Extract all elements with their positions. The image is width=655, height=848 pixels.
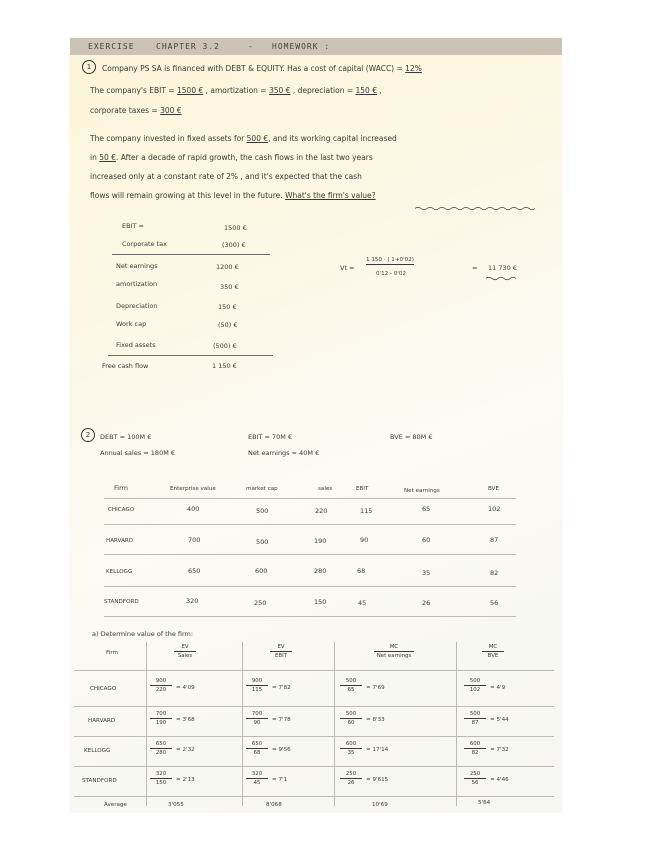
- vt-numerator: 1 150 · ( 1+0'02): [366, 257, 414, 263]
- average-mc-net: 10'69: [372, 802, 388, 808]
- ratio-value: 7'78: [278, 717, 291, 723]
- col-mc-net-den: Net earnings: [376, 653, 412, 659]
- p1-line2a: The company's EBIT =: [90, 86, 175, 95]
- row-firm-chicago: CHICAGO: [108, 507, 135, 513]
- vt-squiggle: [486, 276, 520, 281]
- p1-para4: [90, 191, 376, 200]
- col-ev-ebit: [270, 644, 292, 659]
- calc-label-fixed: Fixed assets: [116, 341, 156, 349]
- average-ev-ebit: 8'068: [266, 802, 282, 808]
- calc-value-fcf: 1 150 €: [212, 362, 237, 370]
- average-mc-bve: 5'64: [478, 800, 491, 806]
- homework-sheet: EXERCISE CHAPTER 3.2 - HOMEWORK : 1 Company PS SA is financed with DEBT & EQUITY. Has a cost of capital (WACC) = 12% The company's EBIT = 1500 € , amortization = 350 € , depreciation = 150 € , corporate taxes = 300 € The company invested in fixed assets for 500 €, and its working capital increased in 50 €. After a decade of rapid growth, the cash flows in the last two years increased only at a constant rate of 2% , and it's expected that the cash flows will remain growing at this level in the future. What's the firm's value? EBIT = 1500 € Corporate tax (300) € Net earnings 1200 € amortization 350 € Depreciation 150 € Work cap (50) € Fixed assets (500) € Free cash flow 1 150 € Vt = 1 150 · ( 1+0'02) 0'12 - 0'02 = 11 730 € 2 DEBT = 100M € Annual sales = 180M € EBIT = 70M € Net earnings = 40M € BVE = 80M € Firm Enterprise value market cap sales EBIT Net earnings BVE CHICAGO 400 500 220 115 65 102 HARVARD 700 500 190 90 60 87 KELLOGG 650 600 280 68 35 82 STANDFORD 320 250 150 45 26 56 a) Determine value of the firm: Firm EV Sales EV EBIT MC Net earnings MC BVE CHICAGO $\frac{900}{220}$ = 4'09 $\frac{900}{115}$ = 7'82 $\frac{500}{65}$ = 7'69 $\frac{500}{102}$ = 4'9 HARVARD $\frac{700}{190}$ = 3'68 $\frac{700}{90}$ = 7'78 $\frac{500}{60}$ = 8'33 $\frac{500}{87}$ = 5'44 KELLOGG $\frac{650}{280}$ = 2'32 $\frac{650}{68}$ = 9'56 $\frac{600}{35}$ = 17'14 $\frac{600}{82}$ = 7'32 STANDFORD $\frac{320}{150}$ = 2'13 $\frac{320}{45}$ = 7'1 $\frac{250}{26}$ = 9'615 $\frac{250}{56}$ = 4'46 Average 3'055 8'068 10'69 5'64: [70, 38, 562, 812]
- calc-label-amort: amortization: [116, 280, 158, 288]
- ratio-fraction: $\frac{500}{65}$: [340, 678, 362, 693]
- ratio-value: 5'44: [496, 717, 509, 723]
- cell: 400: [187, 505, 200, 513]
- ratio-fraction: $\frac{600}{82}$: [464, 741, 486, 756]
- ratio-value: 7'1: [278, 777, 288, 783]
- cell: 35: [422, 569, 431, 577]
- grid-h: [74, 736, 554, 737]
- table-rule: [104, 616, 516, 617]
- ratio-fraction: $\frac{250}{26}$: [340, 771, 362, 786]
- p1-taxes: 300 €: [160, 106, 182, 115]
- ratio-fraction: $\frac{250}{56}$: [464, 771, 486, 786]
- ratio-value: 4'46: [496, 777, 509, 783]
- calc-rule-2: [108, 355, 273, 356]
- col-header-sales: sales: [318, 486, 333, 492]
- cell: 500: [256, 507, 269, 515]
- col-mc-net-num: MC: [374, 644, 414, 652]
- col-header-bve: BVE: [488, 486, 500, 492]
- grid-v: [242, 642, 243, 806]
- p1-wc-amount: 50 €: [99, 153, 116, 162]
- col-header-mcap: market cap: [246, 486, 278, 492]
- vt-label: Vt =: [340, 264, 355, 272]
- col-ev-ebit-den: EBIT: [275, 653, 287, 659]
- ratio-value: 9'56: [278, 747, 291, 753]
- header-homework: HOMEWORK :: [272, 42, 331, 51]
- p1-fixed-amount: 500 €: [246, 134, 269, 143]
- cell: 82: [490, 569, 499, 577]
- part-a-heading: a) Determine value of the firm:: [92, 630, 194, 638]
- ratio-value: 4'9: [496, 685, 506, 691]
- row-firm-kellogg: KELLOGG: [106, 569, 133, 575]
- col-mc-net: [374, 644, 414, 659]
- calc-label-wc: Work cap: [116, 320, 147, 328]
- calc-value-amort: 350 €: [220, 283, 239, 291]
- cell: 650: [188, 567, 201, 575]
- ratio-value: 7'82: [278, 685, 291, 691]
- ratio-value: 8'33: [372, 717, 385, 723]
- p1-para1-text: The company invested in fixed assets for: [90, 134, 245, 143]
- ratio-fraction: $\frac{700}{190}$: [150, 711, 172, 726]
- p2-bve: BVE = 80M €: [390, 433, 433, 441]
- p2-debt: DEBT = 100M €: [100, 433, 152, 441]
- ratio-row-harvard: HARVARD: [88, 718, 116, 724]
- p1-ebit: 1500 €: [177, 86, 204, 95]
- cell: 115: [360, 507, 373, 515]
- ratio-fraction: $\frac{320}{45}$: [246, 771, 268, 786]
- cell: 45: [358, 599, 367, 607]
- average-ev-sales: 3'055: [168, 802, 184, 808]
- ratio-fraction: $\frac{500}{60}$: [340, 711, 362, 726]
- cell: 65: [422, 505, 431, 513]
- vt-result: 11 730 €: [488, 264, 517, 272]
- p2-sales: Annual sales = 180M €: [100, 449, 176, 457]
- col-ev-ebit-num: EV: [270, 644, 292, 652]
- ratio-value: 9'615: [372, 777, 389, 783]
- table-rule: [104, 554, 516, 555]
- calc-value-ebit: 1500 €: [224, 224, 247, 232]
- cell: 700: [188, 536, 201, 544]
- cell: 500: [256, 538, 269, 546]
- p1-line1-text: Company PS SA is financed with DEBT & EQUITY. Has a cost of capital (WACC) =: [102, 64, 403, 73]
- ratio-fraction: $\frac{500}{87}$: [464, 711, 486, 726]
- calc-label-depr: Depreciation: [116, 302, 158, 310]
- col-header-firm: Firm: [114, 484, 128, 492]
- grid-h: [74, 766, 554, 767]
- p1-depr: 150 €: [355, 86, 377, 95]
- table-rule: [104, 586, 516, 587]
- p1-para2: [90, 153, 373, 162]
- p1-line2d: ,: [379, 86, 382, 95]
- ratio-value: 2'13: [182, 777, 195, 783]
- cell: 68: [357, 567, 366, 575]
- table-rule-header: [104, 498, 516, 499]
- ratio-fraction: $\frac{600}{35}$: [340, 741, 362, 756]
- col-ev-sales-num: EV: [174, 644, 196, 652]
- ratio-value: 3'68: [182, 717, 195, 723]
- p1-para1b: , and its working capital increased: [268, 134, 397, 143]
- ratio-value: 2'32: [182, 747, 195, 753]
- vt-equals: =: [472, 264, 478, 272]
- ratio-fraction: $\frac{900}{115}$: [246, 678, 268, 693]
- average-label: Average: [104, 802, 127, 808]
- p1-para2a: in: [90, 153, 97, 162]
- calc-label-net: Net earnings: [116, 262, 158, 270]
- ratio-value: 7'32: [496, 747, 509, 753]
- cell: 320: [186, 597, 199, 605]
- calc-value-depr: 150 €: [218, 303, 237, 311]
- calc-label-tax: Corporate tax: [122, 240, 167, 248]
- cell: 102: [488, 505, 501, 513]
- calc-rule-1: [112, 254, 270, 255]
- ratio-value: 17'14: [372, 747, 389, 753]
- ratio-fraction: $\frac{900}{220}$: [150, 678, 172, 693]
- p1-line3a: corporate taxes =: [90, 106, 158, 115]
- row-firm-standford: STANDFORD: [104, 599, 139, 605]
- p1-line3: [90, 106, 182, 115]
- ratio-fraction: $\frac{650}{68}$: [246, 741, 268, 756]
- p1-line2: [90, 86, 382, 95]
- p1-question: What's the firm's value?: [285, 191, 376, 200]
- calc-label-ebit: EBIT =: [122, 222, 144, 230]
- p1-line1: [102, 64, 422, 73]
- col-mc-bve-den: BVE: [487, 653, 499, 659]
- p2-net: Net earnings = 40M €: [248, 449, 320, 457]
- col-header-net: Net earnings: [404, 488, 440, 494]
- header-dash: -: [248, 42, 254, 51]
- ratio-fraction: $\frac{650}{280}$: [150, 741, 172, 756]
- table-rule: [104, 524, 516, 525]
- p2-ebit: EBIT = 70M €: [248, 433, 293, 441]
- calc-value-wc: (50) €: [218, 321, 238, 329]
- problem2-number: 2: [81, 428, 95, 442]
- col-header-ebit: EBIT: [356, 486, 369, 492]
- p1-wacc: 12%: [405, 64, 422, 73]
- p1-line2c: , depreciation =: [292, 86, 354, 95]
- cell: 60: [422, 536, 431, 544]
- cell: 190: [314, 537, 327, 545]
- ratio-value: 4'09: [182, 685, 195, 691]
- ratio-fraction: $\frac{500}{102}$: [464, 678, 486, 693]
- ratio-value: 7'69: [372, 685, 385, 691]
- row-firm-harvard: HARVARD: [106, 538, 134, 544]
- p1-para2b: . After a decade of rapid growth, the cash flows in the last two years: [115, 153, 373, 162]
- cell: 600: [255, 567, 268, 575]
- col-header-ev: Enterprise value: [170, 486, 216, 492]
- p1-amort: 350 €: [268, 86, 291, 95]
- question-squiggle: [415, 206, 540, 211]
- ratio-fraction: $\frac{700}{90}$: [246, 711, 268, 726]
- p1-para4a: flows will remain growing at this level in the future.: [90, 191, 283, 200]
- p1-para3: increased only at a constant rate of 2% , and it's expected that the cash: [90, 172, 362, 181]
- calc-label-fcf: Free cash flow: [102, 362, 149, 370]
- cell: 220: [315, 507, 328, 515]
- col-mc-bve-num: MC: [482, 644, 504, 652]
- grid-h: [74, 670, 554, 671]
- cell: 280: [314, 567, 327, 575]
- grid-v: [334, 642, 335, 806]
- cell: 26: [422, 599, 431, 607]
- header-exercise: EXERCISE: [88, 42, 135, 51]
- col-ev-sales: [174, 644, 196, 659]
- grid-v: [456, 642, 457, 806]
- grid-h: [74, 796, 554, 797]
- col-mc-bve: [482, 644, 504, 659]
- p1-line2b: , amortization =: [205, 86, 267, 95]
- vt-denominator: 0'12 - 0'02: [376, 271, 407, 277]
- grid-v: [146, 642, 147, 806]
- ratio-fraction: $\frac{320}{150}$: [150, 771, 172, 786]
- cell: 250: [254, 599, 267, 607]
- ratio-firm-header: Firm: [106, 650, 119, 656]
- problem1-number: 1: [82, 60, 96, 74]
- header-chapter: CHAPTER 3.2: [156, 42, 220, 51]
- ratio-row-standford: STANDFORD: [82, 778, 117, 784]
- header-band: [70, 38, 562, 55]
- cell: 150: [314, 598, 327, 606]
- calc-value-net: 1200 €: [216, 263, 239, 271]
- calc-value-fixed: (500) €: [213, 342, 237, 350]
- grid-h: [74, 706, 554, 707]
- ratio-row-chicago: CHICAGO: [90, 686, 117, 692]
- p1-para1: [90, 134, 397, 143]
- col-ev-sales-den: Sales: [177, 653, 193, 659]
- cell: 87: [490, 536, 499, 544]
- cell: 56: [490, 599, 499, 607]
- calc-value-tax: (300) €: [222, 241, 246, 249]
- ratio-row-kellogg: KELLOGG: [84, 748, 111, 754]
- cell: 90: [360, 536, 369, 544]
